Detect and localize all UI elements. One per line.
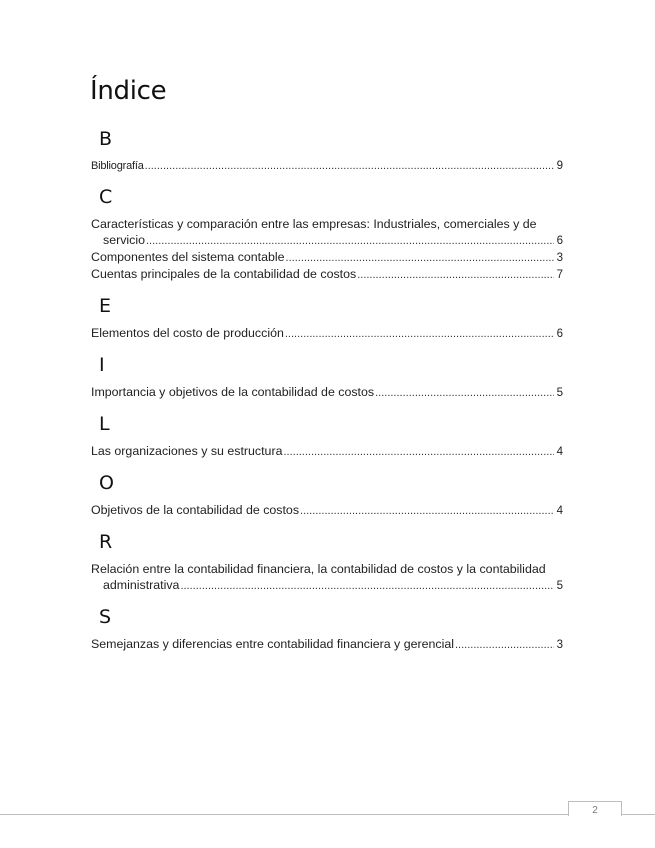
section-letter: B bbox=[99, 128, 113, 150]
entry-title: Objetivos de la contabilidad de costos bbox=[91, 503, 300, 517]
footer-divider bbox=[0, 814, 655, 815]
section-letter: I bbox=[99, 354, 105, 376]
index-entry[interactable] bbox=[91, 158, 563, 174]
section-letter: S bbox=[99, 606, 112, 628]
footer-page-number: 2 bbox=[568, 801, 622, 816]
entry-page-number: 6 bbox=[556, 328, 563, 340]
dot-leader bbox=[286, 250, 554, 266]
entry-page-number: 5 bbox=[556, 387, 563, 399]
index-entry[interactable] bbox=[91, 249, 563, 266]
entry-title: Elementos del costo de producción bbox=[91, 326, 284, 340]
section-letter: C bbox=[99, 186, 113, 208]
entry-page-number: 6 bbox=[556, 235, 563, 247]
entry-title: Bibliografía bbox=[91, 160, 144, 172]
dot-leader bbox=[180, 578, 554, 594]
entry-page-number: 3 bbox=[556, 252, 563, 264]
index-entry[interactable] bbox=[91, 561, 563, 594]
entry-title: Semejanzas y diferencias entre contabilidad financiera y gerencial bbox=[91, 637, 454, 651]
index-section-o bbox=[91, 470, 563, 519]
entry-title: Características y comparación entre las empresas: Industriales, comerciales y de bbox=[91, 217, 537, 231]
index-entry[interactable] bbox=[91, 384, 563, 401]
index-section-c bbox=[91, 184, 563, 283]
index-entry[interactable] bbox=[91, 636, 563, 653]
index-section-e bbox=[91, 293, 563, 342]
entry-title-continuation: administrativa bbox=[103, 578, 180, 592]
index-section-l bbox=[91, 411, 563, 460]
dot-leader bbox=[455, 637, 554, 653]
dot-leader bbox=[283, 444, 554, 460]
index-entry[interactable] bbox=[91, 266, 563, 283]
entry-page-number: 4 bbox=[556, 505, 563, 517]
index-entry[interactable] bbox=[91, 325, 563, 342]
index-list bbox=[91, 126, 563, 663]
dot-leader bbox=[285, 326, 554, 342]
entry-title-continuation: servicio bbox=[103, 233, 145, 247]
dot-leader bbox=[146, 233, 554, 249]
index-section-r bbox=[91, 529, 563, 594]
entry-title: Importancia y objetivos de la contabilidad de costos bbox=[91, 385, 375, 399]
entry-title: Relación entre la contabilidad financiera, la contabilidad de costos y la contabilidad bbox=[91, 562, 546, 576]
entry-page-number: 3 bbox=[556, 639, 563, 651]
dot-leader bbox=[300, 503, 554, 519]
entry-title: Cuentas principales de la contabilidad de costos bbox=[91, 267, 357, 281]
index-section-b bbox=[91, 126, 563, 174]
dot-leader bbox=[145, 158, 554, 174]
section-letter: R bbox=[99, 531, 113, 553]
index-entry[interactable] bbox=[91, 443, 563, 460]
section-letter: L bbox=[99, 413, 110, 435]
entry-title: Componentes del sistema contable bbox=[91, 250, 285, 264]
index-entry[interactable] bbox=[91, 502, 563, 519]
dot-leader bbox=[357, 267, 554, 283]
section-letter: O bbox=[99, 472, 114, 494]
index-section-s bbox=[91, 604, 563, 653]
page-title: Índice bbox=[90, 76, 167, 106]
entry-page-number: 9 bbox=[556, 160, 563, 172]
entry-page-number: 7 bbox=[556, 269, 563, 281]
entry-page-number: 4 bbox=[556, 446, 563, 458]
index-entry[interactable] bbox=[91, 216, 563, 249]
dot-leader bbox=[375, 385, 554, 401]
entry-page-number: 5 bbox=[556, 580, 563, 592]
index-section-i bbox=[91, 352, 563, 401]
section-letter: E bbox=[99, 295, 112, 317]
entry-title: Las organizaciones y su estructura bbox=[91, 444, 283, 458]
